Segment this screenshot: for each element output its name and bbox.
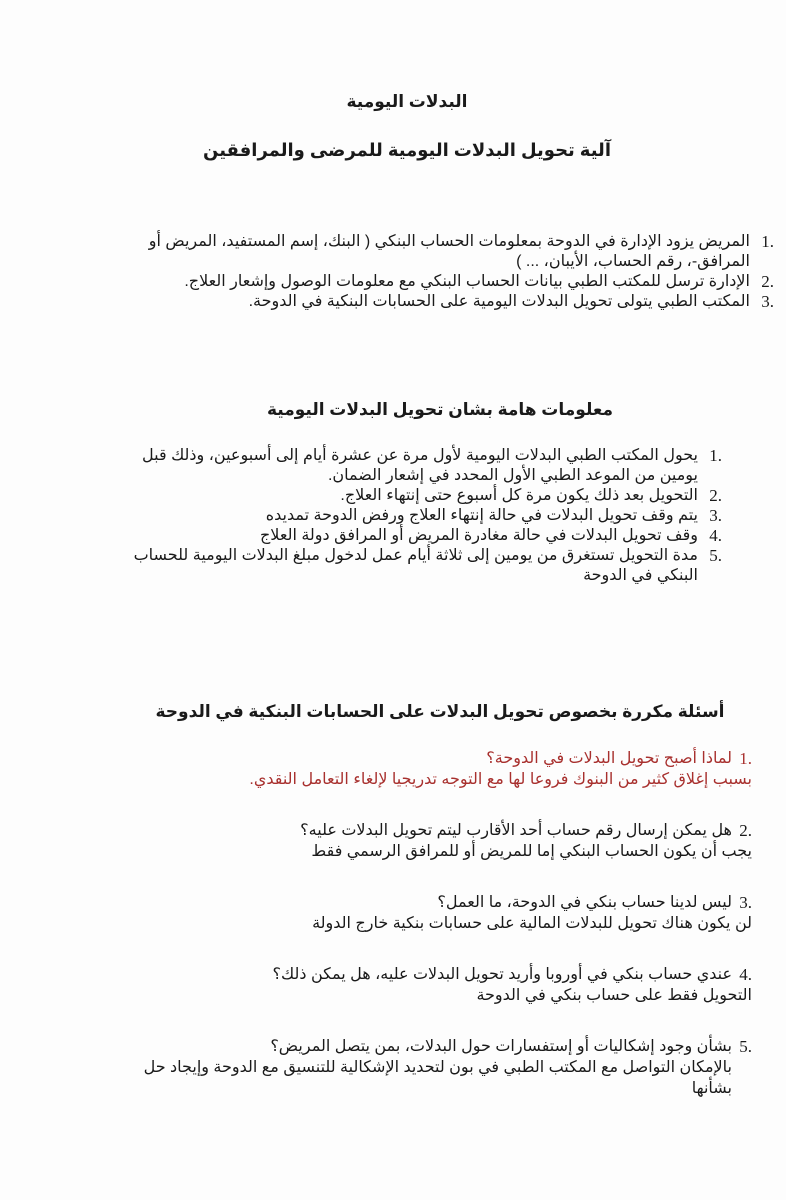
list-number: 4. xyxy=(709,526,722,545)
mechanism-steps-list xyxy=(102,232,774,312)
info-list xyxy=(120,446,722,586)
list-item xyxy=(120,486,722,506)
faq-heading: أسئلة مكررة بخصوص تحويل البدلات على الحسابات البنكية في الدوحة xyxy=(155,702,725,721)
list-item xyxy=(120,546,722,586)
list-text: يحول المكتب الطبي البدلات اليومية لأول مرة عن عشرة أيام إلى أسبوعين، وذلك قبل يومين من الموعد الطبي الأول المحدد في إشعار الضمان. xyxy=(142,447,698,484)
list-item xyxy=(120,446,722,486)
list-number: 5. xyxy=(709,546,722,565)
faq-number: 3. xyxy=(739,893,752,912)
list-number: 3. xyxy=(709,506,722,525)
faq-question-text: بشأن وجود إشكاليات أو إستفسارات حول البدلات، بمن يتصل المريض؟ xyxy=(270,1038,732,1055)
faq-number: 2. xyxy=(739,821,752,840)
faq-item xyxy=(102,964,752,1006)
faq-answer: بالإمكان التواصل مع المكتب الطبي في بون لتحديد الإشكالية للتنسيق مع الدوحة وإيجاد حل بشأنها xyxy=(143,1059,732,1097)
faq-number: 5. xyxy=(739,1037,752,1056)
document-title: البدلات اليومية xyxy=(346,92,468,111)
faq-item xyxy=(102,1036,752,1099)
list-item xyxy=(102,272,774,292)
faq-question xyxy=(102,964,752,985)
faq-item xyxy=(102,748,752,790)
document-subtitle: آلية تحويل البدلات اليومية للمرضى والمرافقين xyxy=(203,140,611,160)
list-number: 1. xyxy=(761,232,774,251)
list-text: المريض يزود الإدارة في الدوحة بمعلومات الحساب البنكي ( البنك، إسم المستفيد، المريض أو المرافق-، رقم الحساب، الأيبان، ... ) xyxy=(148,233,750,270)
faq-answer: يجب أن يكون الحساب البنكي إما للمريض أو للمرافق الرسمي فقط xyxy=(311,843,752,860)
faq-item xyxy=(102,820,752,862)
faq-question-text: هل يمكن إرسال رقم حساب أحد الأقارب ليتم تحويل البدلات عليه؟ xyxy=(300,822,732,839)
faq-number: 4. xyxy=(739,965,752,984)
faq-question xyxy=(102,820,752,841)
list-text: المكتب الطبي يتولى تحويل البدلات اليومية على الحسابات البنكية في الدوحة. xyxy=(248,293,750,310)
faq-answer: التحويل فقط على حساب بنكي في الدوحة xyxy=(476,987,752,1004)
list-item xyxy=(102,292,774,312)
list-text: التحويل بعد ذلك يكون مرة كل أسبوع حتى إنتهاء العلاج. xyxy=(340,487,698,504)
list-number: 3. xyxy=(761,292,774,311)
list-text: وقف تحويل البدلات في حالة مغادرة المريض أو المرافق دولة العلاج xyxy=(259,527,698,544)
faq-question xyxy=(102,892,752,913)
faq-answer: بسبب إغلاق كثير من البنوك فروعا لها مع التوجه تدريجيا لإلغاء التعامل النقدي. xyxy=(249,771,752,788)
list-item xyxy=(102,232,774,272)
info-heading: معلومات هامة بشان تحويل البدلات اليومية xyxy=(266,400,614,419)
faq-question xyxy=(102,748,752,769)
faq-answer: لن يكون هناك تحويل للبدلات المالية على حسابات بنكية خارج الدولة xyxy=(312,915,752,932)
list-number: 2. xyxy=(761,272,774,291)
faq-question-text: لماذا أصبح تحويل البدلات في الدوحة؟ xyxy=(486,750,732,767)
list-item xyxy=(120,506,722,526)
list-text: يتم وقف تحويل البدلات في حالة إنتهاء العلاج ورفض الدوحة تمديده xyxy=(265,507,698,524)
faq-question xyxy=(102,1036,752,1057)
list-number: 1. xyxy=(709,446,722,465)
list-text: مدة التحويل تستغرق من يومين إلى ثلاثة أيام عمل لدخول مبلغ البدلات اليومية للحساب البنكي في الدوحة xyxy=(133,547,698,584)
faq-question-text: ليس لدينا حساب بنكي في الدوحة، ما العمل؟ xyxy=(437,894,732,911)
faq-number: 1. xyxy=(739,749,752,768)
faq-item xyxy=(102,892,752,934)
faq-question-text: عندي حساب بنكي في أوروبا وأريد تحويل البدلات عليه، هل يمكن ذلك؟ xyxy=(272,966,732,983)
list-number: 2. xyxy=(709,486,722,505)
list-item xyxy=(120,526,722,546)
list-text: الإدارة ترسل للمكتب الطبي بيانات الحساب البنكي مع معلومات الوصول وإشعار العلاج. xyxy=(184,273,750,290)
